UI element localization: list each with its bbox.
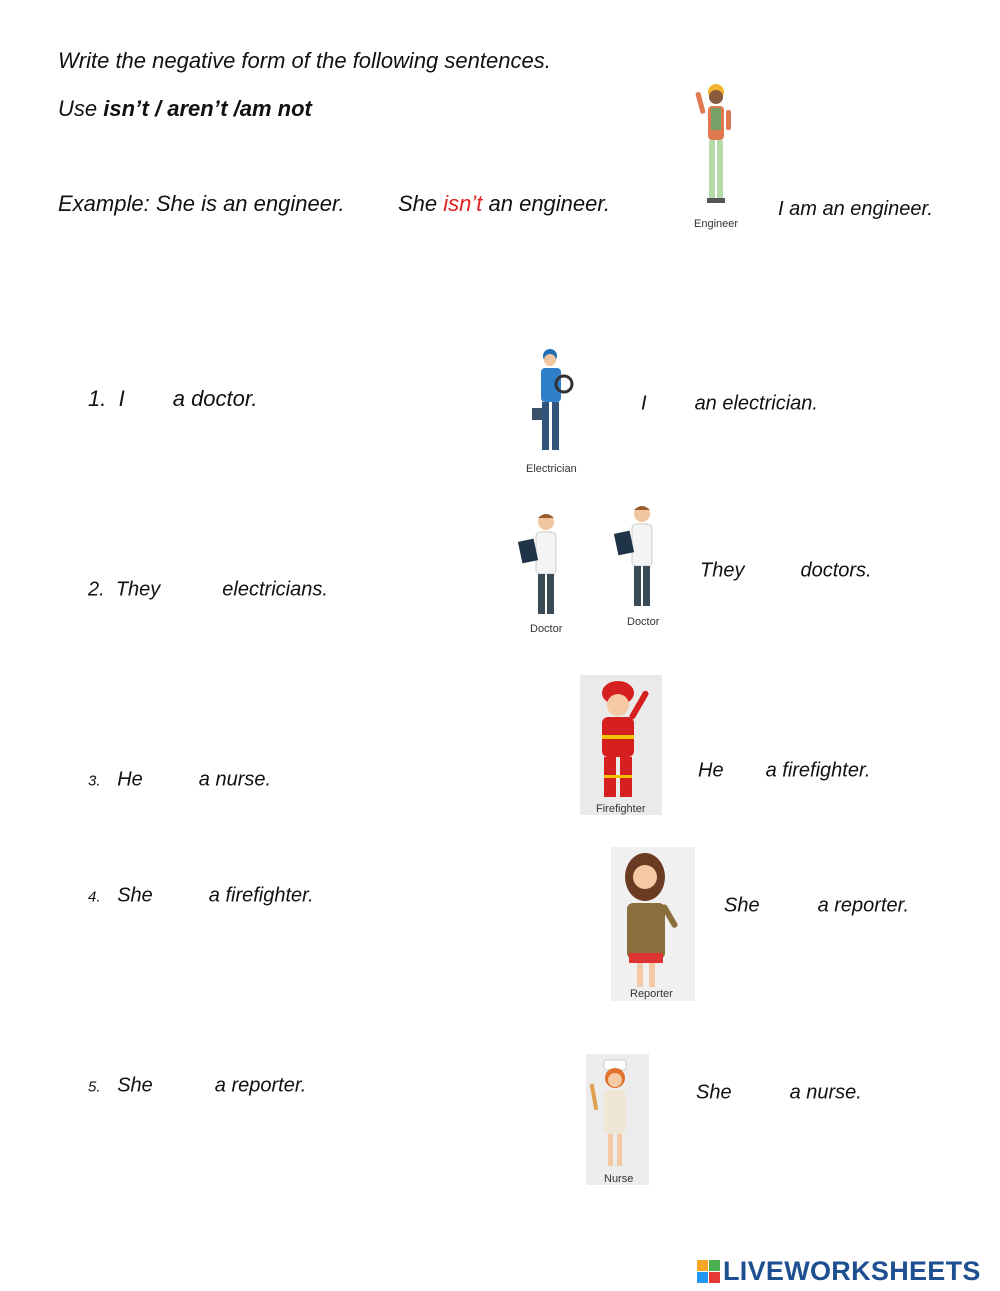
item-1-answer-blank[interactable] <box>125 388 173 412</box>
item-4-answer-blank[interactable] <box>153 884 209 908</box>
nurse-caption: Nurse <box>604 1173 634 1185</box>
firefighter-caption: Firefighter <box>596 803 646 815</box>
item-4-right-sentence <box>724 894 909 918</box>
item-4-number: 4. <box>88 888 101 906</box>
engineer-illustration <box>684 78 748 213</box>
item-1-right-rest: an electrician. <box>694 392 818 415</box>
item-5-answer-blank[interactable] <box>153 1074 215 1098</box>
doctor-illustration-2 <box>614 500 664 612</box>
item-5-right-answer-blank[interactable] <box>732 1081 790 1105</box>
example-negation: isn’t <box>443 191 483 216</box>
item-5-right-subject: She <box>696 1081 732 1104</box>
example-right-sentence: I am an engineer. <box>778 198 933 220</box>
firefighter-illustration <box>580 675 662 815</box>
item-1-number: 1. <box>88 386 107 411</box>
item-3-answer-blank[interactable] <box>143 768 199 792</box>
item-1-right-sentence <box>641 392 818 416</box>
item-2-sentence <box>88 578 328 602</box>
item-3-right-answer-blank[interactable] <box>724 759 766 783</box>
item-1-subject: I <box>118 386 125 411</box>
item-3-right-sentence <box>698 759 870 783</box>
item-2-rest: electricians. <box>222 578 328 601</box>
doctor-caption-2: Doctor <box>627 616 660 628</box>
item-5-right-rest: a nurse. <box>789 1081 862 1104</box>
instruction-line-1: Write the negative form of the following sentences. <box>58 48 551 73</box>
reporter-caption: Reporter <box>630 988 673 1000</box>
item-3-right-subject: He <box>698 759 724 782</box>
item-2-right-sentence <box>700 559 872 583</box>
logo-text: LIVEWORKSHEETS <box>723 1255 981 1286</box>
item-4-right-subject: She <box>724 894 760 917</box>
item-2-right-subject: They <box>700 559 745 582</box>
item-1-rest: a doctor. <box>172 386 258 411</box>
doctor-illustration-1 <box>518 508 568 620</box>
liveworksheets-logo[interactable] <box>697 1256 981 1286</box>
instruction-options: isn’t / aren’t /am not <box>103 96 312 121</box>
instruction-use-label: Use <box>58 96 104 121</box>
item-3-rest: a nurse. <box>198 768 272 791</box>
item-3-subject: He <box>117 768 143 791</box>
example-answer-subject: She <box>398 191 444 216</box>
logo-block-l <box>697 1260 708 1271</box>
item-1-right-answer-blank[interactable] <box>647 392 695 416</box>
electrician-illustration <box>528 346 576 458</box>
doctor-caption-1: Doctor <box>530 623 563 635</box>
logo-blocks-icon <box>697 1260 720 1283</box>
engineer-caption: Engineer <box>694 218 739 230</box>
item-1-right-subject: I <box>641 392 647 415</box>
logo-block-i <box>709 1260 720 1271</box>
example-sentence: Example: She is an engineer. <box>58 191 345 216</box>
item-2-subject: They <box>115 578 161 601</box>
item-5-rest: a reporter. <box>214 1074 307 1097</box>
electrician-caption: Electrician <box>526 463 577 475</box>
item-2-right-answer-blank[interactable] <box>744 559 800 583</box>
item-2-answer-blank[interactable] <box>160 578 222 602</box>
item-2-number: 2. <box>88 578 105 601</box>
nurse-illustration <box>586 1054 649 1185</box>
example-answer <box>398 191 610 217</box>
item-5-right-sentence <box>696 1081 862 1105</box>
item-1-sentence <box>88 386 258 412</box>
example-answer-rest: an engineer. <box>482 191 611 216</box>
item-3-number: 3. <box>88 772 101 790</box>
logo-block-v <box>697 1272 708 1283</box>
instruction-line-2 <box>58 96 312 122</box>
item-5-sentence <box>88 1074 306 1098</box>
reporter-illustration <box>611 847 695 1001</box>
logo-block-e <box>709 1272 720 1283</box>
item-4-right-rest: a reporter. <box>817 894 910 917</box>
item-5-subject: She <box>117 1074 153 1097</box>
item-4-subject: She <box>117 884 153 907</box>
item-4-sentence <box>88 884 314 908</box>
item-3-sentence <box>88 768 271 792</box>
item-4-rest: a firefighter. <box>208 884 314 907</box>
item-3-right-rest: a firefighter. <box>765 759 871 782</box>
item-4-right-answer-blank[interactable] <box>760 894 818 918</box>
item-2-right-rest: doctors. <box>800 559 872 582</box>
item-5-number: 5. <box>88 1078 101 1096</box>
